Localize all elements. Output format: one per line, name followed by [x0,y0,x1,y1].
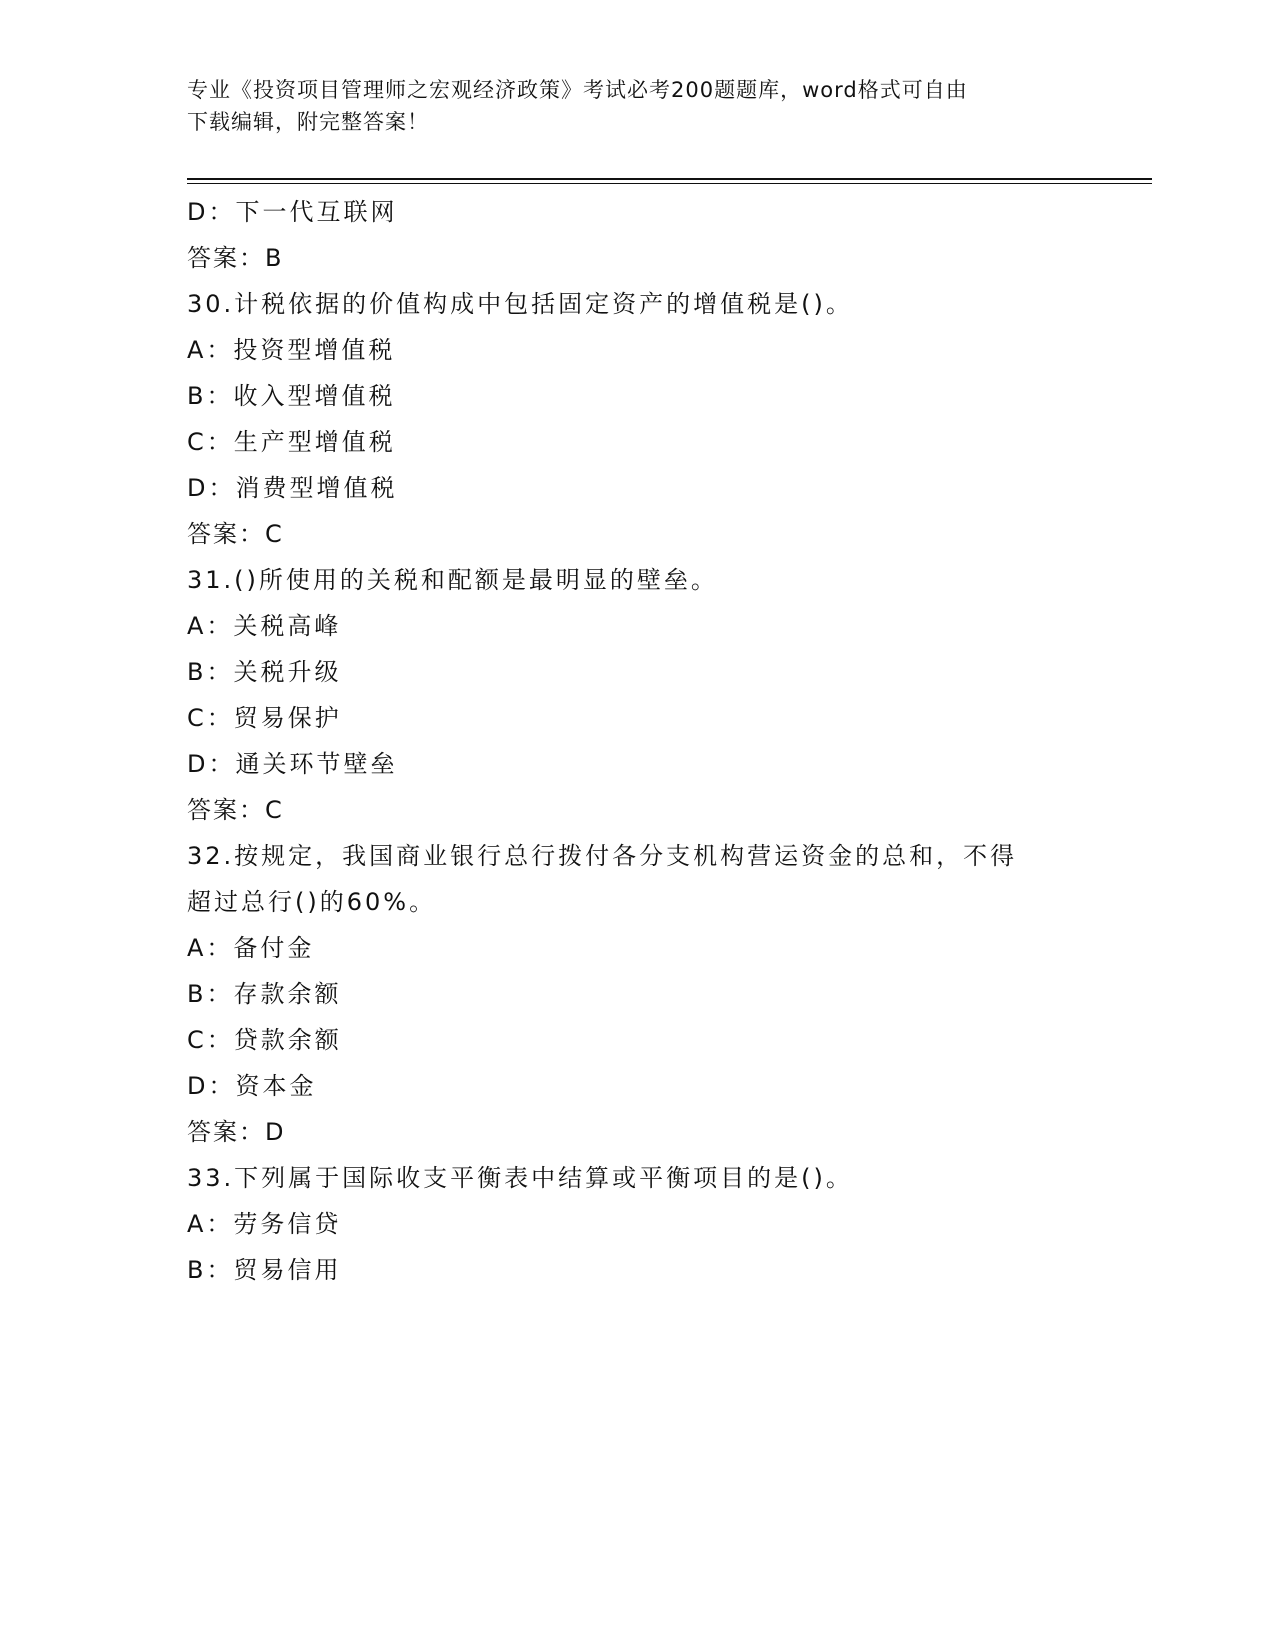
answer-line: 答案：B [187,244,284,272]
option-a: A：投资型增值税 [187,336,396,364]
option-a: A：劳务信贷 [187,1210,342,1238]
option-d: D：消费型增值税 [187,474,398,502]
question-list [187,189,1087,1293]
question-block-31 [187,557,1087,833]
header-divider-thin [187,183,1152,184]
question-block-33 [187,1155,1087,1293]
option-c: C：贸易保护 [187,704,342,732]
option-d: D：下一代互联网 [187,198,398,226]
option-a: A：备付金 [187,934,315,962]
document-header [187,74,1067,138]
option-b: B：贸易信用 [187,1256,342,1284]
option-c: C：生产型增值税 [187,428,396,456]
header-line-1: 专业《投资项目管理师之宏观经济政策》考试必考200题题库，word格式可自由 [187,78,968,102]
option-b: B：存款余额 [187,980,342,1008]
answer-line: 答案：D [187,1118,286,1146]
header-line-2: 下载编辑，附完整答案！ [187,110,429,134]
question-stem: 33.下列属于国际收支平衡表中结算或平衡项目的是()。 [187,1164,853,1192]
option-b: B：收入型增值税 [187,382,396,410]
option-b: B：关税升级 [187,658,342,686]
question-stem: 30.计税依据的价值构成中包括固定资产的增值税是()。 [187,290,853,318]
question-stem-line-2: 超过总行()的60%。 [187,888,437,916]
question-block-30 [187,281,1087,557]
question-stem-line-1: 32.按规定，我国商业银行总行拨付各分支机构营运资金的总和，不得 [187,842,1018,870]
header-divider-thick [187,178,1152,180]
answer-line: 答案：C [187,520,284,548]
option-d: D：通关环节壁垒 [187,750,398,778]
answer-line: 答案：C [187,796,284,824]
option-a: A：关税高峰 [187,612,342,640]
option-d: D：资本金 [187,1072,317,1100]
option-c: C：贷款余额 [187,1026,342,1054]
question-block-29 [187,189,1087,281]
question-block-32 [187,833,1087,1155]
question-stem: 31.()所使用的关税和配额是最明显的壁垒。 [187,566,718,594]
